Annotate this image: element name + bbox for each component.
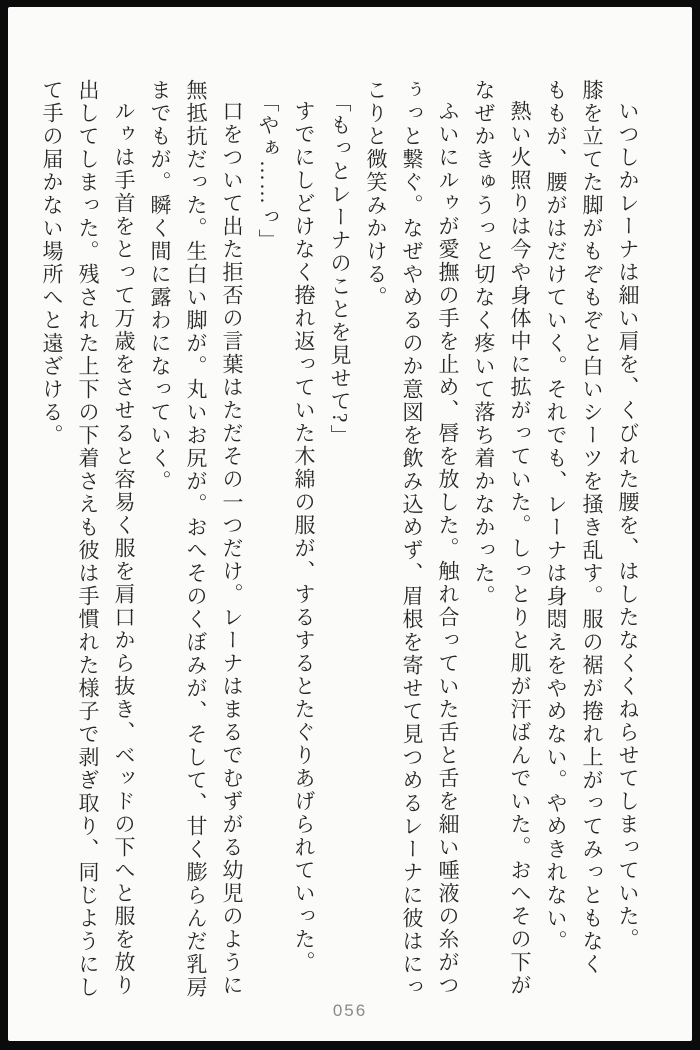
dialogue-column: 「もっとレーナのことを見せて?」 xyxy=(328,90,352,447)
text-column: いつしかレーナは細い肩を、くびれた腰を、はしたなくくねらせてしまっていた。 xyxy=(616,100,640,951)
vertical-text-body xyxy=(34,79,646,1009)
text-column: までもが。瞬く間に露わになっていく。 xyxy=(148,79,172,493)
book-page xyxy=(8,7,692,1041)
text-column: て手の届かない場所へと遠ざける。 xyxy=(40,79,64,447)
text-column: こりと微笑みかける。 xyxy=(364,79,388,309)
text-column: すでにしどけなく捲れ返っていた木綿の服が、するするとたぐりあげられていった。 xyxy=(292,100,316,974)
text-column: 膝を立てた脚がもぞもぞと白いシーツを掻き乱す。服の裾が捲れ上がってみっともなく xyxy=(580,79,604,976)
text-column: 無抵抗だった。生白い脚が。丸いお尻が。おへそのくぼみが、そして、甘く膨らんだ乳房 xyxy=(184,79,208,999)
text-column: 出してしまった。残された上下の下着さえも彼は手慣れた様子で剥ぎ取り、同じようにし xyxy=(76,79,100,999)
dialogue-column: 「やぁ……っ」 xyxy=(256,90,280,252)
page-number: 056 xyxy=(332,1001,368,1020)
text-column: ルゥは手首をとって万歳をさせると容易く服を肩口から抜き、ベッドの下へと服を放り xyxy=(112,100,136,997)
text-column: 熱い火照りは今や身体中に拡がっていた。しっとりと肌が汗ばんでいた。おへその下が xyxy=(508,100,532,997)
text-column: ぅっと繋ぐ。なぜやめるのか意図を飲み込めず、眉根を寄せて見つめるレーナに彼はにっ xyxy=(400,79,424,999)
text-column: ふいにルゥが愛撫の手を止め、唇を放した。触れ合っていた舌と舌を細い唾液の糸がつ xyxy=(436,100,460,997)
text-column: 口をついて出た拒否の言葉はただその一つだけ。レーナはまるでむずがる幼児のように xyxy=(220,100,244,997)
text-column: なぜかきゅうっと切なく疼いて落ち着かなかった。 xyxy=(472,79,496,608)
text-column: ももが、腰がはだけていく。それでも、レーナは身悶えをやめない。やめきれない。 xyxy=(544,79,568,953)
